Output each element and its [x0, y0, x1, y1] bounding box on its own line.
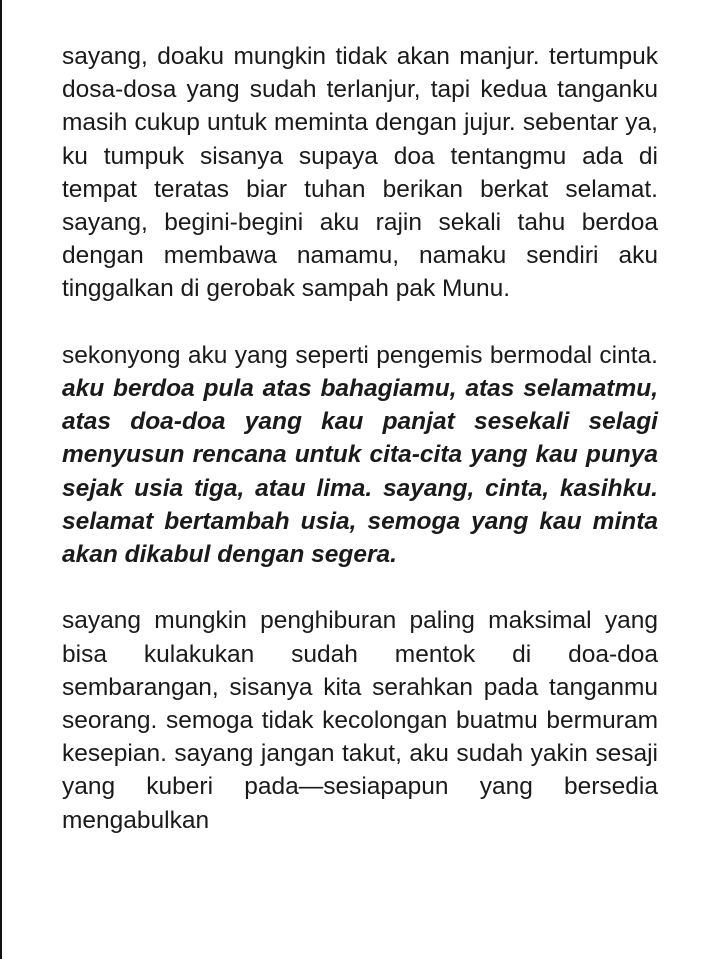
paragraph-3-text: sayang mungkin penghiburan paling maksimal yang bisa kulakukan sudah mentok di doa-doa sembarangan, sisanya kita serahkan pada tanganmu seorang. semoga tidak kecolongan buatmu bermuram kesepian. sayang jangan takut, aku sudah yakin sesaji yang kuberi pada—sesiapapun yang bersedia mengabulkan — [62, 607, 658, 834]
left-edge-rule — [0, 0, 2, 959]
paragraph-2-plain-text: sekonyong aku yang seperti pengemis bermodal cinta. — [62, 341, 658, 369]
paragraph-3 — [62, 604, 658, 836]
paragraph-1 — [62, 40, 658, 306]
paragraph-2-emphasis-text: aku berdoa pula atas bahagiamu, atas selamatmu, atas doa-doa yang kau panjat sesekali selagi menyusun rencana untuk cita-cita yang kau punya sejak usia tiga, atau lima. sayang, cinta, kasihku. selamat bertambah usia, semoga yang kau minta akan dikabul dengan segera. — [62, 375, 658, 569]
paragraph-1-text: sayang, doaku mungkin tidak akan manjur. tertumpuk dosa-dosa yang sudah terlanjur, tapi kedua tanganku masih cukup untuk meminta dengan jujur. sebentar ya, ku tumpuk sisanya supaya doa tentangmu ada di tempat teratas biar tuhan berikan berkat selamat. sayang, begini-begini aku rajin sekali tahu berdoa dengan membawa namamu, namaku sendiri aku tinggalkan di gerobak sampah pak Munu. — [62, 43, 658, 303]
text-page — [62, 40, 658, 870]
paragraph-2 — [62, 339, 658, 571]
